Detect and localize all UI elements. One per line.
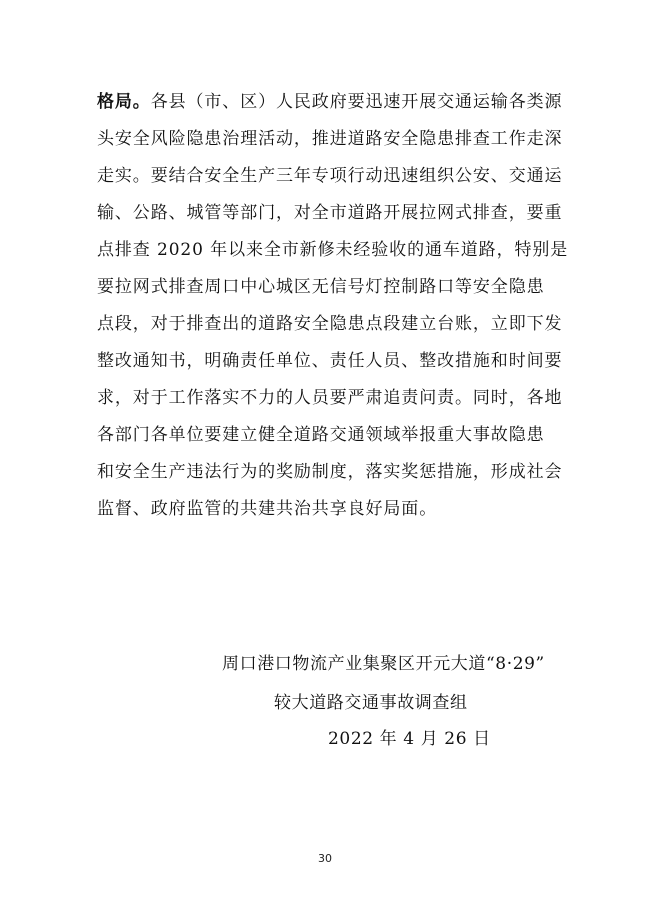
body-paragraph bbox=[97, 84, 569, 528]
paragraph-line: 要拉网式排查周口中心城区无信号灯控制路口等安全隐患 bbox=[97, 277, 545, 297]
paragraph-line: 走实。要结合安全生产三年专项行动迅速组织公安、交通运 bbox=[97, 166, 563, 186]
signature-organization-line1: 周口港口物流产业集聚区开元大道“8·29” bbox=[222, 654, 545, 674]
page-number: 30 bbox=[318, 852, 332, 865]
paragraph-line: 输、公路、城管等部门，对全市道路开展拉网式排查，要重 bbox=[97, 203, 563, 223]
paragraph-lead: 格局。 bbox=[97, 92, 151, 112]
paragraph-line: 整改通知书，明确责任单位、责任人员、整改措施和时间要 bbox=[97, 351, 563, 371]
paragraph-line: 头安全风险隐患治理活动，推进道路安全隐患排查工作走深 bbox=[97, 129, 563, 149]
signature-date: 2022 年 4 月 26 日 bbox=[328, 729, 491, 749]
paragraph-line: 各部门各单位要建立健全道路交通领域举报重大事故隐患 bbox=[97, 425, 545, 445]
paragraph-line: 和安全生产违法行为的奖励制度，落实奖惩措施，形成社会 bbox=[97, 462, 563, 482]
paragraph-line: 点段，对于排查出的道路安全隐患点段建立台账，立即下发 bbox=[97, 314, 563, 334]
paragraph-line: 监督、政府监管的共建共治共享良好局面。 bbox=[97, 499, 438, 519]
paragraph-line-text: 各县（市、区）人民政府要迅速开展交通运输各类源 bbox=[150, 92, 563, 112]
signature-organization-line2: 较大道路交通事故调查组 bbox=[274, 693, 468, 713]
paragraph-line: 求，对于工作落实不力的人员要严肃追责问责。同时，各地 bbox=[97, 388, 563, 408]
paragraph-line bbox=[97, 84, 563, 121]
paragraph-line: 点排查 2020 年以来全市新修未经验收的通车道路，特别是 bbox=[97, 240, 569, 260]
